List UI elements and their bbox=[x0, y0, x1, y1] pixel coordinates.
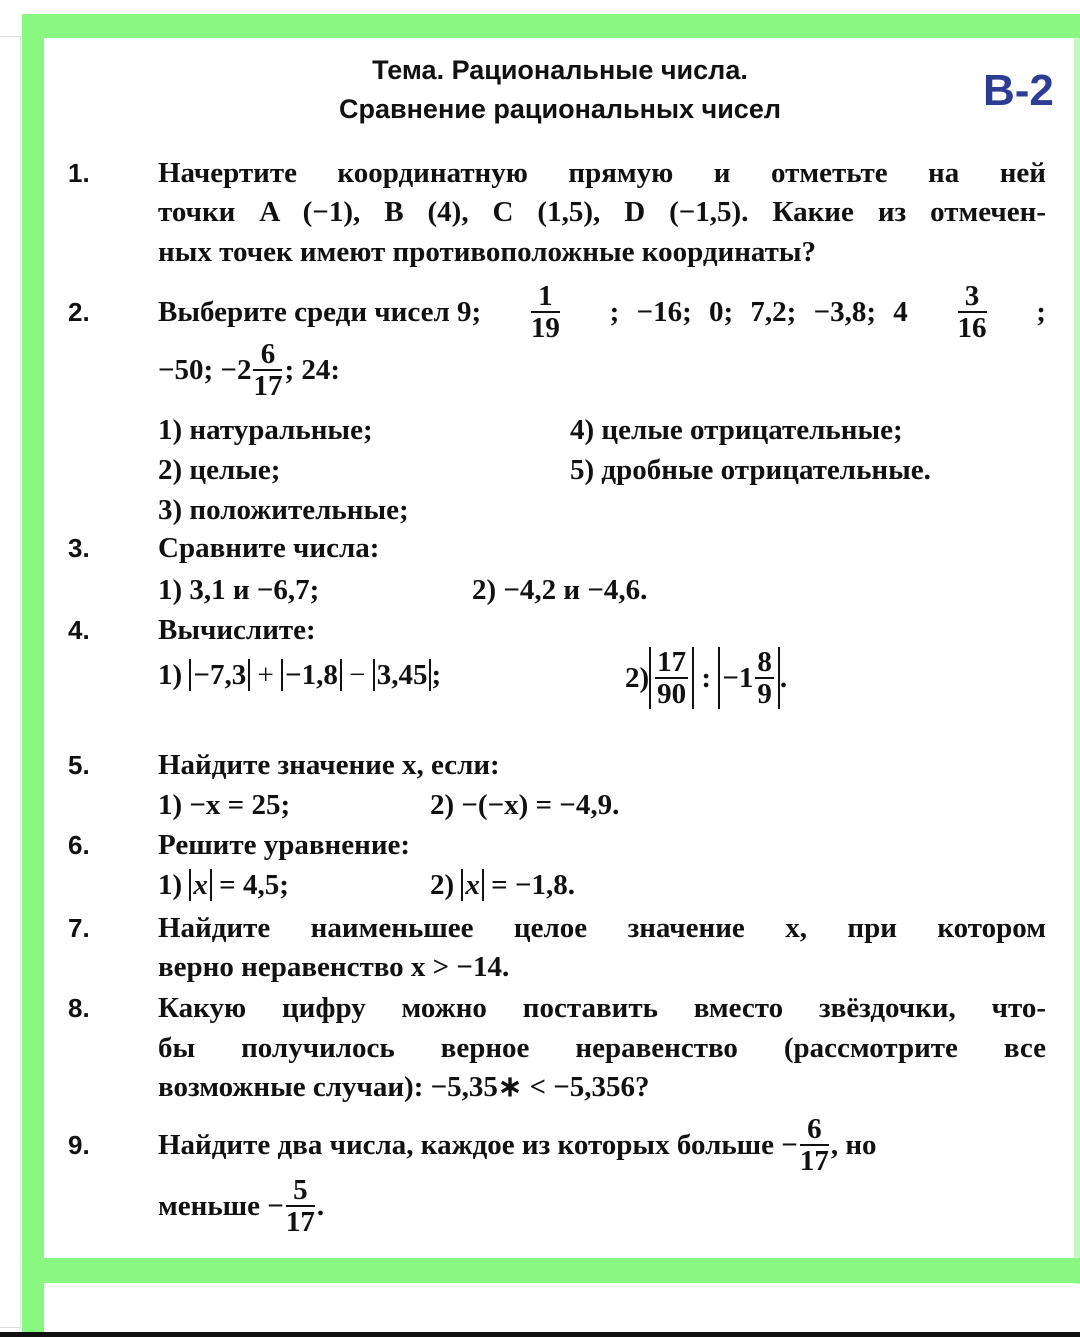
task-2-line bbox=[158, 340, 340, 400]
denominator: 9 bbox=[757, 678, 772, 710]
task-9-line bbox=[158, 1112, 877, 1178]
abs-value bbox=[718, 647, 780, 709]
task-8-line: возможные случаи): −5,35∗ < −5,356? bbox=[158, 1071, 650, 1103]
fraction bbox=[253, 339, 282, 401]
task-5-part-1: 1) −x = 25; bbox=[158, 789, 291, 821]
list-item: 2) целые; bbox=[158, 454, 281, 486]
text: ; bbox=[1036, 296, 1046, 328]
title-line-1: Тема. Рациональные числа. bbox=[372, 55, 748, 85]
fraction bbox=[531, 281, 560, 343]
denominator: 17 bbox=[285, 1206, 315, 1238]
text: − bbox=[341, 659, 373, 691]
task-5-title: Найдите значение x, если: bbox=[158, 749, 500, 781]
task-number: 7. bbox=[68, 913, 90, 943]
fraction bbox=[755, 647, 774, 709]
frame-right bbox=[1074, 14, 1080, 1284]
denominator: 16 bbox=[957, 312, 987, 344]
task-6-part-2 bbox=[430, 865, 575, 905]
abs-value: x bbox=[461, 869, 484, 901]
task-1-line: ных точек имеют противоположные координаты? bbox=[158, 236, 817, 268]
task-number: 1. bbox=[68, 158, 90, 188]
text: Найдите два числа, каждое из которых больше − bbox=[158, 1129, 798, 1161]
task-8-line: Какую цифру можно поставить вместо звёздочки, что- bbox=[158, 992, 1046, 1024]
text: + bbox=[250, 659, 282, 691]
text: меньше − bbox=[158, 1190, 284, 1222]
numerator: 6 bbox=[253, 339, 282, 371]
text: −1 bbox=[722, 662, 754, 694]
task-3-part-2: 2) −4,2 и −4,6. bbox=[472, 574, 648, 606]
task-7-line: Найдите наименьшее целое значение x, при котором bbox=[158, 912, 1046, 944]
text: , но bbox=[830, 1129, 877, 1161]
text: 2) bbox=[430, 869, 462, 901]
task-7-line: верно неравенство x > −14. bbox=[158, 951, 510, 983]
title-line-2: Сравнение рациональных чисел bbox=[339, 94, 781, 124]
numerator: 6 bbox=[800, 1114, 829, 1146]
frame-left bbox=[22, 14, 44, 1334]
task-number: 5. bbox=[68, 750, 90, 780]
numerator: 17 bbox=[657, 646, 687, 678]
fraction bbox=[800, 1114, 829, 1176]
text: . bbox=[316, 1190, 325, 1222]
variant-label: B-2 bbox=[983, 66, 1054, 115]
text: 1) bbox=[158, 869, 190, 901]
bottom-edge bbox=[0, 1332, 1080, 1337]
frame-top bbox=[22, 14, 1080, 38]
task-4-title: Вычислите: bbox=[158, 614, 316, 646]
task-1-line: точки A (−1), B (4), C (1,5), D (−1,5). Какие из отмечен- bbox=[158, 196, 1046, 228]
task-4-part-1 bbox=[158, 655, 441, 695]
denominator: 17 bbox=[253, 370, 283, 402]
fraction bbox=[655, 647, 688, 709]
fraction bbox=[958, 281, 987, 343]
text: ; 24: bbox=[284, 354, 341, 386]
task-number: 4. bbox=[68, 615, 90, 645]
numerator: 1 bbox=[531, 281, 560, 313]
task-9-line bbox=[158, 1173, 324, 1239]
frame-bottom bbox=[22, 1258, 1080, 1283]
task-number: 9. bbox=[68, 1130, 90, 1160]
task-2-line bbox=[158, 282, 1046, 342]
task-5-part-2: 2) −(−x) = −4,9. bbox=[430, 789, 620, 821]
text: −50; −2 bbox=[158, 354, 252, 386]
task-number: 2. bbox=[68, 297, 90, 327]
task-6-title: Решите уравнение: bbox=[158, 829, 411, 861]
text: 2) bbox=[625, 662, 650, 694]
list-item: 1) натуральные; bbox=[158, 414, 373, 446]
abs-value bbox=[649, 647, 694, 709]
task-4-part-2 bbox=[625, 643, 787, 713]
numerator: 5 bbox=[286, 1175, 315, 1207]
task-1-line: Начертите координатную прямую и отметьте на ней bbox=[158, 157, 1046, 189]
task-number: 3. bbox=[68, 533, 90, 563]
text: 1) bbox=[158, 659, 190, 691]
task-number: 8. bbox=[68, 993, 90, 1023]
abs-value: −1,8 bbox=[281, 659, 342, 691]
list-item: 5) дробные отрицательные. bbox=[570, 454, 931, 486]
task-3-title: Сравните числа: bbox=[158, 532, 380, 564]
abs-value: x bbox=[189, 869, 212, 901]
numerator: 8 bbox=[757, 646, 772, 678]
numerator: 3 bbox=[958, 281, 987, 313]
text: ; −16; 0; 7,2; −3,8; 4 bbox=[609, 296, 908, 328]
task-3-part-1: 1) 3,1 и −6,7; bbox=[158, 574, 320, 606]
text: : bbox=[694, 662, 719, 694]
page-edge bbox=[0, 36, 21, 1328]
text: ; bbox=[431, 659, 442, 691]
denominator: 19 bbox=[530, 312, 560, 344]
text: = −1,8. bbox=[483, 869, 575, 901]
denominator: 90 bbox=[657, 678, 687, 710]
task-8-line: бы получилось верное неравенство (рассмотрите все bbox=[158, 1032, 1046, 1064]
abs-value: 3,45 bbox=[373, 659, 432, 691]
list-item: 3) положительные; bbox=[158, 494, 409, 526]
text: = 4,5; bbox=[211, 869, 289, 901]
abs-value: −7,3 bbox=[189, 659, 250, 691]
task-number: 6. bbox=[68, 830, 90, 860]
text: Выберите среди чисел 9; bbox=[158, 296, 482, 328]
fraction bbox=[286, 1175, 315, 1237]
task-6-part-1 bbox=[158, 865, 289, 905]
denominator: 17 bbox=[799, 1145, 829, 1177]
list-item: 4) целые отрицательные; bbox=[570, 414, 903, 446]
text: . bbox=[779, 662, 788, 694]
